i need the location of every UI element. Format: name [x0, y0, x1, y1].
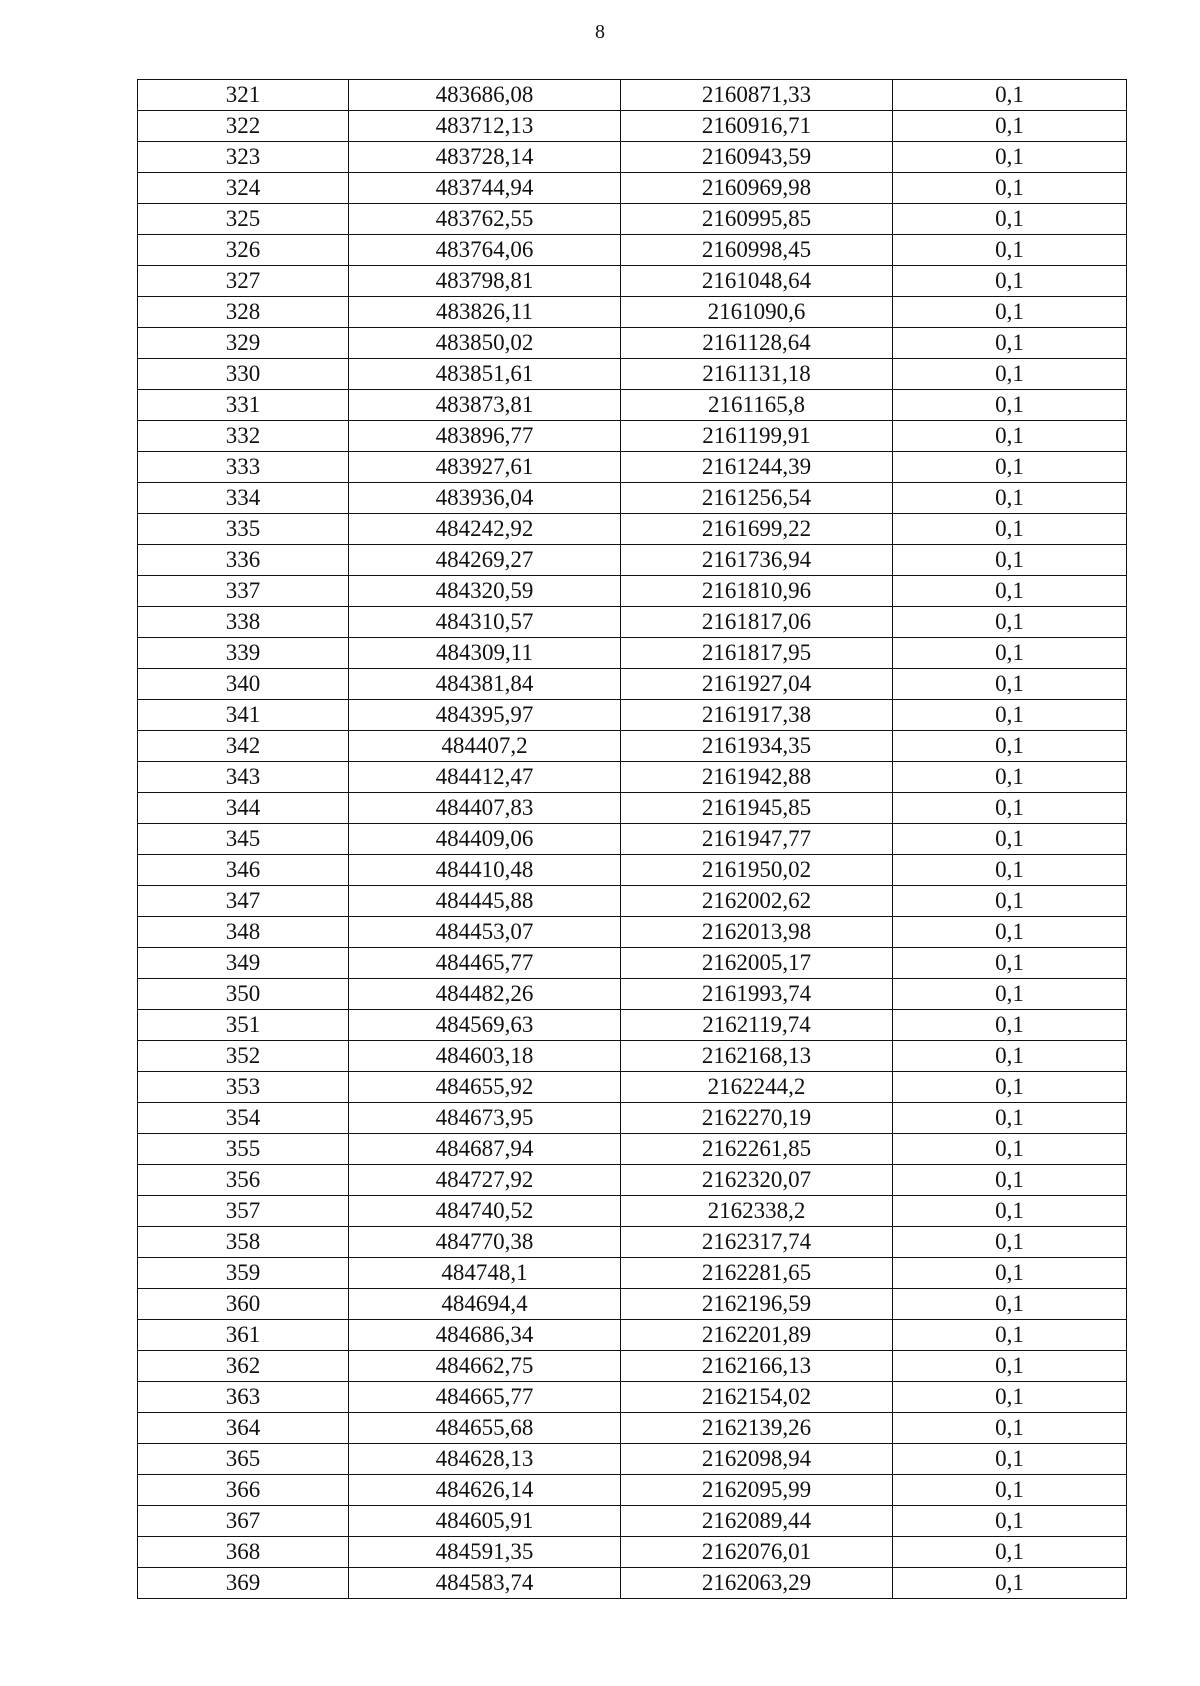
point-number-cell: 362 [138, 1351, 349, 1382]
accuracy-cell: 0,1 [893, 948, 1127, 979]
table-row [138, 1134, 1127, 1165]
table-row [138, 173, 1127, 204]
table-row [138, 1072, 1127, 1103]
table-row [138, 1289, 1127, 1320]
point-number-cell: 365 [138, 1444, 349, 1475]
y-coordinate-cell: 2162002,62 [621, 886, 893, 917]
x-coordinate-cell: 483762,55 [349, 204, 621, 235]
x-coordinate-cell: 483826,11 [349, 297, 621, 328]
table-row [138, 917, 1127, 948]
accuracy-cell: 0,1 [893, 235, 1127, 266]
accuracy-cell: 0,1 [893, 80, 1127, 111]
x-coordinate-cell: 484407,2 [349, 731, 621, 762]
table-row [138, 948, 1127, 979]
accuracy-cell: 0,1 [893, 1289, 1127, 1320]
point-number-cell: 321 [138, 80, 349, 111]
x-coordinate-cell: 484694,4 [349, 1289, 621, 1320]
y-coordinate-cell: 2162338,2 [621, 1196, 893, 1227]
point-number-cell: 325 [138, 204, 349, 235]
table-row [138, 1475, 1127, 1506]
x-coordinate-cell: 484412,47 [349, 762, 621, 793]
y-coordinate-cell: 2161699,22 [621, 514, 893, 545]
point-number-cell: 336 [138, 545, 349, 576]
y-coordinate-cell: 2160916,71 [621, 111, 893, 142]
point-number-cell: 341 [138, 700, 349, 731]
point-number-cell: 369 [138, 1568, 349, 1599]
x-coordinate-cell: 484686,34 [349, 1320, 621, 1351]
point-number-cell: 334 [138, 483, 349, 514]
x-coordinate-cell: 483686,08 [349, 80, 621, 111]
point-number-cell: 329 [138, 328, 349, 359]
x-coordinate-cell: 483927,61 [349, 452, 621, 483]
x-coordinate-cell: 484407,83 [349, 793, 621, 824]
point-number-cell: 343 [138, 762, 349, 793]
accuracy-cell: 0,1 [893, 173, 1127, 204]
accuracy-cell: 0,1 [893, 731, 1127, 762]
y-coordinate-cell: 2162320,07 [621, 1165, 893, 1196]
y-coordinate-cell: 2162317,74 [621, 1227, 893, 1258]
accuracy-cell: 0,1 [893, 1382, 1127, 1413]
accuracy-cell: 0,1 [893, 669, 1127, 700]
y-coordinate-cell: 2160998,45 [621, 235, 893, 266]
accuracy-cell: 0,1 [893, 824, 1127, 855]
point-number-cell: 346 [138, 855, 349, 886]
point-number-cell: 351 [138, 1010, 349, 1041]
point-number-cell: 331 [138, 390, 349, 421]
x-coordinate-cell: 484453,07 [349, 917, 621, 948]
coordinates-table [137, 79, 1127, 1599]
x-coordinate-cell: 484605,91 [349, 1506, 621, 1537]
table-row [138, 1041, 1127, 1072]
point-number-cell: 354 [138, 1103, 349, 1134]
accuracy-cell: 0,1 [893, 1537, 1127, 1568]
x-coordinate-cell: 484310,57 [349, 607, 621, 638]
table-row [138, 638, 1127, 669]
y-coordinate-cell: 2162196,59 [621, 1289, 893, 1320]
y-coordinate-cell: 2162098,94 [621, 1444, 893, 1475]
accuracy-cell: 0,1 [893, 1444, 1127, 1475]
accuracy-cell: 0,1 [893, 390, 1127, 421]
accuracy-cell: 0,1 [893, 1227, 1127, 1258]
x-coordinate-cell: 483744,94 [349, 173, 621, 204]
y-coordinate-cell: 2161199,91 [621, 421, 893, 452]
point-number-cell: 349 [138, 948, 349, 979]
accuracy-cell: 0,1 [893, 266, 1127, 297]
x-coordinate-cell: 483896,77 [349, 421, 621, 452]
table-row [138, 979, 1127, 1010]
y-coordinate-cell: 2162005,17 [621, 948, 893, 979]
table-row [138, 1444, 1127, 1475]
point-number-cell: 360 [138, 1289, 349, 1320]
accuracy-cell: 0,1 [893, 328, 1127, 359]
x-coordinate-cell: 484626,14 [349, 1475, 621, 1506]
x-coordinate-cell: 484381,84 [349, 669, 621, 700]
table-row [138, 80, 1127, 111]
accuracy-cell: 0,1 [893, 1165, 1127, 1196]
accuracy-cell: 0,1 [893, 979, 1127, 1010]
table-row [138, 1196, 1127, 1227]
point-number-cell: 368 [138, 1537, 349, 1568]
table-row [138, 1258, 1127, 1289]
point-number-cell: 364 [138, 1413, 349, 1444]
x-coordinate-cell: 484591,35 [349, 1537, 621, 1568]
y-coordinate-cell: 2161090,6 [621, 297, 893, 328]
point-number-cell: 337 [138, 576, 349, 607]
y-coordinate-cell: 2162154,02 [621, 1382, 893, 1413]
y-coordinate-cell: 2161817,06 [621, 607, 893, 638]
table-row [138, 142, 1127, 173]
x-coordinate-cell: 484770,38 [349, 1227, 621, 1258]
accuracy-cell: 0,1 [893, 204, 1127, 235]
x-coordinate-cell: 483712,13 [349, 111, 621, 142]
x-coordinate-cell: 483850,02 [349, 328, 621, 359]
point-number-cell: 363 [138, 1382, 349, 1413]
point-number-cell: 333 [138, 452, 349, 483]
y-coordinate-cell: 2162244,2 [621, 1072, 893, 1103]
accuracy-cell: 0,1 [893, 700, 1127, 731]
x-coordinate-cell: 484740,52 [349, 1196, 621, 1227]
table-row [138, 1568, 1127, 1599]
point-number-cell: 347 [138, 886, 349, 917]
accuracy-cell: 0,1 [893, 855, 1127, 886]
y-coordinate-cell: 2161244,39 [621, 452, 893, 483]
y-coordinate-cell: 2162201,89 [621, 1320, 893, 1351]
y-coordinate-cell: 2161048,64 [621, 266, 893, 297]
y-coordinate-cell: 2161993,74 [621, 979, 893, 1010]
point-number-cell: 353 [138, 1072, 349, 1103]
x-coordinate-cell: 483728,14 [349, 142, 621, 173]
y-coordinate-cell: 2160995,85 [621, 204, 893, 235]
y-coordinate-cell: 2162281,65 [621, 1258, 893, 1289]
table-row [138, 1506, 1127, 1537]
table-row [138, 297, 1127, 328]
table-row [138, 793, 1127, 824]
table-row [138, 1165, 1127, 1196]
y-coordinate-cell: 2162095,99 [621, 1475, 893, 1506]
point-number-cell: 361 [138, 1320, 349, 1351]
accuracy-cell: 0,1 [893, 111, 1127, 142]
point-number-cell: 344 [138, 793, 349, 824]
accuracy-cell: 0,1 [893, 1475, 1127, 1506]
table-row [138, 1320, 1127, 1351]
y-coordinate-cell: 2161917,38 [621, 700, 893, 731]
point-number-cell: 358 [138, 1227, 349, 1258]
x-coordinate-cell: 483798,81 [349, 266, 621, 297]
point-number-cell: 342 [138, 731, 349, 762]
y-coordinate-cell: 2161950,02 [621, 855, 893, 886]
point-number-cell: 357 [138, 1196, 349, 1227]
y-coordinate-cell: 2161165,8 [621, 390, 893, 421]
page-number: 8 [595, 21, 605, 43]
x-coordinate-cell: 484409,06 [349, 824, 621, 855]
accuracy-cell: 0,1 [893, 762, 1127, 793]
accuracy-cell: 0,1 [893, 514, 1127, 545]
accuracy-cell: 0,1 [893, 545, 1127, 576]
accuracy-cell: 0,1 [893, 142, 1127, 173]
y-coordinate-cell: 2161945,85 [621, 793, 893, 824]
x-coordinate-cell: 484569,63 [349, 1010, 621, 1041]
table-row [138, 1010, 1127, 1041]
x-coordinate-cell: 483873,81 [349, 390, 621, 421]
y-coordinate-cell: 2162089,44 [621, 1506, 893, 1537]
y-coordinate-cell: 2162168,13 [621, 1041, 893, 1072]
accuracy-cell: 0,1 [893, 1010, 1127, 1041]
x-coordinate-cell: 484628,13 [349, 1444, 621, 1475]
point-number-cell: 352 [138, 1041, 349, 1072]
accuracy-cell: 0,1 [893, 1320, 1127, 1351]
accuracy-cell: 0,1 [893, 576, 1127, 607]
y-coordinate-cell: 2160969,98 [621, 173, 893, 204]
y-coordinate-cell: 2161128,64 [621, 328, 893, 359]
table-row [138, 1103, 1127, 1134]
table-row [138, 576, 1127, 607]
accuracy-cell: 0,1 [893, 421, 1127, 452]
table-row [138, 1227, 1127, 1258]
x-coordinate-cell: 483764,06 [349, 235, 621, 266]
table-row [138, 1537, 1127, 1568]
y-coordinate-cell: 2161817,95 [621, 638, 893, 669]
point-number-cell: 355 [138, 1134, 349, 1165]
accuracy-cell: 0,1 [893, 1413, 1127, 1444]
x-coordinate-cell: 484687,94 [349, 1134, 621, 1165]
point-number-cell: 338 [138, 607, 349, 638]
point-number-cell: 327 [138, 266, 349, 297]
accuracy-cell: 0,1 [893, 793, 1127, 824]
accuracy-cell: 0,1 [893, 917, 1127, 948]
table-row [138, 731, 1127, 762]
accuracy-cell: 0,1 [893, 1258, 1127, 1289]
x-coordinate-cell: 484655,92 [349, 1072, 621, 1103]
point-number-cell: 340 [138, 669, 349, 700]
table-row [138, 483, 1127, 514]
table-row [138, 1413, 1127, 1444]
point-number-cell: 348 [138, 917, 349, 948]
y-coordinate-cell: 2162013,98 [621, 917, 893, 948]
accuracy-cell: 0,1 [893, 359, 1127, 390]
accuracy-cell: 0,1 [893, 1568, 1127, 1599]
point-number-cell: 345 [138, 824, 349, 855]
x-coordinate-cell: 484673,95 [349, 1103, 621, 1134]
coordinates-table-body [138, 80, 1127, 1599]
accuracy-cell: 0,1 [893, 1041, 1127, 1072]
x-coordinate-cell: 484748,1 [349, 1258, 621, 1289]
point-number-cell: 335 [138, 514, 349, 545]
table-row [138, 855, 1127, 886]
table-row [138, 111, 1127, 142]
x-coordinate-cell: 484465,77 [349, 948, 621, 979]
point-number-cell: 324 [138, 173, 349, 204]
y-coordinate-cell: 2161942,88 [621, 762, 893, 793]
point-number-cell: 359 [138, 1258, 349, 1289]
point-number-cell: 332 [138, 421, 349, 452]
x-coordinate-cell: 484665,77 [349, 1382, 621, 1413]
accuracy-cell: 0,1 [893, 297, 1127, 328]
point-number-cell: 330 [138, 359, 349, 390]
y-coordinate-cell: 2161736,94 [621, 545, 893, 576]
accuracy-cell: 0,1 [893, 607, 1127, 638]
table-row [138, 545, 1127, 576]
x-coordinate-cell: 484583,74 [349, 1568, 621, 1599]
accuracy-cell: 0,1 [893, 452, 1127, 483]
table-row [138, 204, 1127, 235]
x-coordinate-cell: 484395,97 [349, 700, 621, 731]
table-row [138, 607, 1127, 638]
accuracy-cell: 0,1 [893, 1072, 1127, 1103]
y-coordinate-cell: 2162166,13 [621, 1351, 893, 1382]
accuracy-cell: 0,1 [893, 1506, 1127, 1537]
table-row [138, 700, 1127, 731]
point-number-cell: 322 [138, 111, 349, 142]
accuracy-cell: 0,1 [893, 1351, 1127, 1382]
y-coordinate-cell: 2161131,18 [621, 359, 893, 390]
table-row [138, 824, 1127, 855]
y-coordinate-cell: 2162063,29 [621, 1568, 893, 1599]
y-coordinate-cell: 2161934,35 [621, 731, 893, 762]
accuracy-cell: 0,1 [893, 638, 1127, 669]
y-coordinate-cell: 2160871,33 [621, 80, 893, 111]
y-coordinate-cell: 2162139,26 [621, 1413, 893, 1444]
point-number-cell: 356 [138, 1165, 349, 1196]
accuracy-cell: 0,1 [893, 886, 1127, 917]
y-coordinate-cell: 2161927,04 [621, 669, 893, 700]
table-row [138, 1382, 1127, 1413]
accuracy-cell: 0,1 [893, 1196, 1127, 1227]
point-number-cell: 350 [138, 979, 349, 1010]
x-coordinate-cell: 484482,26 [349, 979, 621, 1010]
x-coordinate-cell: 484445,88 [349, 886, 621, 917]
point-number-cell: 366 [138, 1475, 349, 1506]
y-coordinate-cell: 2162270,19 [621, 1103, 893, 1134]
point-number-cell: 326 [138, 235, 349, 266]
y-coordinate-cell: 2160943,59 [621, 142, 893, 173]
y-coordinate-cell: 2162076,01 [621, 1537, 893, 1568]
table-row [138, 266, 1127, 297]
table-row [138, 235, 1127, 266]
y-coordinate-cell: 2162261,85 [621, 1134, 893, 1165]
x-coordinate-cell: 484727,92 [349, 1165, 621, 1196]
table-row [138, 328, 1127, 359]
y-coordinate-cell: 2161810,96 [621, 576, 893, 607]
x-coordinate-cell: 483936,04 [349, 483, 621, 514]
x-coordinate-cell: 483851,61 [349, 359, 621, 390]
y-coordinate-cell: 2162119,74 [621, 1010, 893, 1041]
point-number-cell: 323 [138, 142, 349, 173]
point-number-cell: 328 [138, 297, 349, 328]
table-row [138, 421, 1127, 452]
table-row [138, 452, 1127, 483]
x-coordinate-cell: 484269,27 [349, 545, 621, 576]
y-coordinate-cell: 2161256,54 [621, 483, 893, 514]
table-row [138, 669, 1127, 700]
x-coordinate-cell: 484309,11 [349, 638, 621, 669]
table-row [138, 1351, 1127, 1382]
table-row [138, 886, 1127, 917]
x-coordinate-cell: 484662,75 [349, 1351, 621, 1382]
x-coordinate-cell: 484655,68 [349, 1413, 621, 1444]
x-coordinate-cell: 484242,92 [349, 514, 621, 545]
table-row [138, 390, 1127, 421]
accuracy-cell: 0,1 [893, 1103, 1127, 1134]
point-number-cell: 367 [138, 1506, 349, 1537]
y-coordinate-cell: 2161947,77 [621, 824, 893, 855]
accuracy-cell: 0,1 [893, 483, 1127, 514]
point-number-cell: 339 [138, 638, 349, 669]
table-row [138, 359, 1127, 390]
x-coordinate-cell: 484603,18 [349, 1041, 621, 1072]
table-row [138, 514, 1127, 545]
x-coordinate-cell: 484410,48 [349, 855, 621, 886]
accuracy-cell: 0,1 [893, 1134, 1127, 1165]
x-coordinate-cell: 484320,59 [349, 576, 621, 607]
table-row [138, 762, 1127, 793]
